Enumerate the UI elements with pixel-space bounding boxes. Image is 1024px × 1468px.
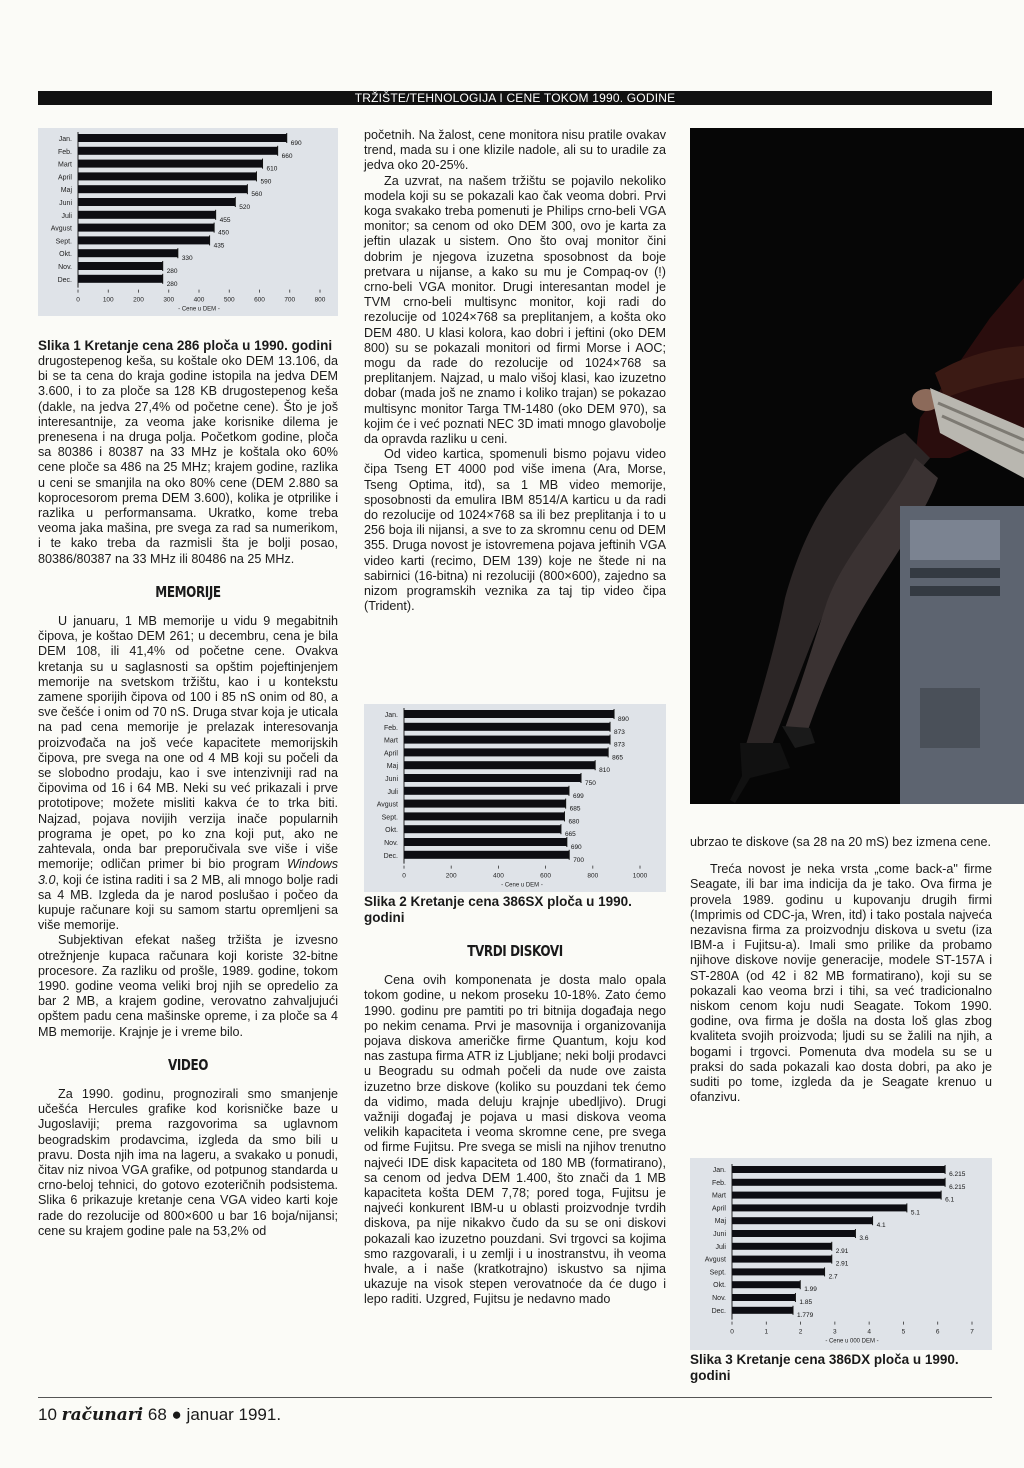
value-label: 6.215 xyxy=(949,1171,966,1178)
tick-label: 200 xyxy=(445,872,457,880)
value-label: 520 xyxy=(239,204,251,211)
category-label: Juli xyxy=(61,212,72,220)
category-label: Feb. xyxy=(383,724,398,732)
heading-video: VIDEO xyxy=(167,1055,209,1074)
text: U januaru, 1 MB memorije u vidu 9 megabitnih čipova, je koštao DEM 261; u decembru, cena je bila DEM 108, ili 41,4% od početne cene. Ovakva kretanja su u saglasnosti sa opštim pojeftinjenjem memorije na svetskom tržištu, kao i u kontekstu zamene sporijih čipova od 100 i 85 nS onim od 80, a sve češće i onim od 70 nS. Druga stvar koja je uticala na pad cena memorije je prelazak interesovanja proizvođača na još veće kapacitete memorijskih čipova, pre svega na one od 4 MB koji su počeli da se slobodno prodaju, kao i sve intenzivniji rad na čipovima od 16 i 64 MB. Neki su već prikazali i prve prototipove; možete misliti kakva će to trka biti. Najzad, pojava novijih verzija inače popularnih programa je opet, po ko zna koji put, ako ne zahtevala, onda bar preporučivala sve više i više memorije; odličan primer bi bio program xyxy=(38,614,338,872)
paragraph: Za uzvrat, na našem tržištu se pojavilo nekoliko modela koji su se pokazali kao čak veoma dobri. Prvi koga svakako treba pomenuti je Philips crno-beli VGA monitor; sa cenom od oko DEM 300, ovo je karta za jeftin ulazak u sistem. Ono što ovaj monitor čini dobrim je njegova izuzetna sposobnost da boje pretvara u nijanse, a kako su mu je Compaq-ov (!) crno-beli VGA monitor. Drugi interesantan model je TVM crno-beli multisync monitor, koji radi do rezolucije od 1024×768 sa preplitanjem, a košta oko DEM 480. U klasi kolora, kao dobri i jeftini (oko DEM 800) su se pokazali monitori od firmi Morse i AOC; mogu da rade do rezolucije od 1024×768 sa preplitanjem. Najzad, u malo višoj klasi, kao izuzetno dobar (mada još ne znamo i koliko trajan) se pokazao multisync monitor Targa TM-1480 (oko DEM 970), sa kojim će i već poznati NEC 3D imati mnogo glavobolje da opravda razliku u ceni. xyxy=(364,173,666,447)
tick-label: 800 xyxy=(314,296,326,304)
bar xyxy=(732,1268,825,1275)
x-axis-label: - Cene u DEM - xyxy=(501,882,543,889)
bar xyxy=(404,774,581,782)
chart-386sx-prices xyxy=(364,704,666,892)
bar xyxy=(78,249,178,257)
photo-woman-with-computer xyxy=(690,128,1024,804)
category-label: Juli xyxy=(387,788,398,796)
category-label: Maj xyxy=(60,187,72,195)
value-label: 750 xyxy=(585,780,596,787)
bar xyxy=(78,160,263,168)
bar xyxy=(404,825,561,833)
heading-memorije: MEMORIJE xyxy=(155,582,221,601)
bar xyxy=(732,1166,945,1173)
page-number: 10 xyxy=(38,1405,57,1424)
value-label: 690 xyxy=(290,140,302,147)
chart-386dx-prices xyxy=(690,1158,992,1350)
value-label: 1.85 xyxy=(799,1299,813,1306)
category-label: Juni xyxy=(385,776,398,783)
heading-tvrdi-diskovi: TVRDI DISKOVI xyxy=(467,942,563,960)
chart-286-prices xyxy=(38,128,338,316)
figure-caption-2: Slika 2 Kretanje cena 386SX ploča u 1990. godini xyxy=(364,894,632,925)
bar xyxy=(404,736,610,744)
value-label: 6.1 xyxy=(945,1196,955,1204)
tick-label: 6 xyxy=(935,1328,940,1336)
value-label: 330 xyxy=(181,255,193,263)
tick-label: 600 xyxy=(540,872,552,880)
category-label: Okt. xyxy=(385,827,398,835)
category-label: Sept. xyxy=(381,814,398,822)
column-2-lower xyxy=(364,894,666,1308)
tick-label: 2 xyxy=(798,1328,803,1336)
bullet: ● xyxy=(171,1405,182,1424)
category-label: Mart xyxy=(712,1192,726,1200)
category-label: Okt. xyxy=(59,251,72,259)
value-label: 435 xyxy=(213,242,225,250)
page-footer xyxy=(38,1405,281,1425)
category-label: Maj xyxy=(714,1218,726,1226)
column-3-caption xyxy=(690,1352,992,1384)
category-label: Feb. xyxy=(711,1179,726,1187)
category-label: April xyxy=(57,174,72,182)
magazine-brand: računari xyxy=(61,1405,144,1425)
tick-label: 5 xyxy=(901,1328,906,1336)
value-label: 3.6 xyxy=(859,1235,869,1242)
tick-label: 500 xyxy=(223,296,235,304)
program-name: Windows 3.0 xyxy=(38,857,339,887)
tick-label: 0 xyxy=(76,296,80,304)
category-label: Maj xyxy=(386,763,398,771)
value-label: 660 xyxy=(281,152,293,160)
bar xyxy=(404,800,566,808)
x-axis-label: - Cene u DEM - xyxy=(178,306,220,313)
tick-label: 0 xyxy=(402,872,406,880)
paragraph: drugostepenog keša, su koštale oko DEM 13.106, da bi se ta cena do kraja godine istopila na jedva DEM 3.600, i to za ploče sa 128 KB drugostepenog keša (dakle, na jedva 27,4% od početne cene). Što je još interesantnije, za veoma jake korisnike dilema je prenesena i na druga polja. Početkom godine, ploča sa 80386 i 80387 na 33 MHz je koštala oko 60% cene ploče sa 486 na 25 MHz; krajem godine, razlika u ceni se smanjila na oko 80% cene (DEM 2.880 sa koprocesorom prema DEM 3.600), kolika je otprilike i razlika u performansama. Ukratko, kome treba veoma jaka mašina, pre svega za rad sa numerikom, i te kako treba da razmisli šta je bolji posao, 80386/80387 na 33 MHz ili 80486 na 25 MHz. xyxy=(38,354,338,566)
category-label: Jan. xyxy=(712,1167,726,1174)
tick-label: 100 xyxy=(102,296,114,304)
tick-label: 0 xyxy=(730,1328,734,1336)
category-label: Mart xyxy=(384,737,398,745)
column-2-upper xyxy=(364,128,666,615)
tick-label: 800 xyxy=(587,872,599,880)
x-axis-label: - Cene u 000 DEM - xyxy=(825,1338,879,1345)
value-label: 873 xyxy=(614,741,625,749)
paragraph: Treća novost je neka vrsta „come back-a" firme Seagate, ili bar ima indicija da je tako. Ova firma je provela 1989. godinu u kupovanju drugih firmi (Imprimis od CDC-ja, Wren, itd) i tako postala najveća nezavisna firma za proizvodnju diskova u svetu (iza IBM-a i Fujitsu-a). Imali smo prilike da probamo njihove diskove novije generacije, modele ST-157A i ST-280A (od 42 i 82 MB formatirano), koji su se pokazali kao veoma brzi i tihi, sa već tradicionalno niskom cenom koju nudi Seagate. Tokom 1990. godine, ova firma je došla na dosta loš glas zbog kvaliteta svojih proizvoda; ljudi su se žalili na njih, a bogami i trgovci. Pomenuta dva modela su se u praksi do sada pokazali kao dosta dobri, pa ako je suditi po tome, izgleda da je Seagate krenuo u ofanzivu. xyxy=(690,862,992,1105)
category-label: Avgust xyxy=(50,225,72,233)
bar xyxy=(732,1230,855,1237)
photo-illustration xyxy=(690,128,1024,804)
bar xyxy=(78,134,287,142)
value-label: 560 xyxy=(251,191,263,199)
bar xyxy=(732,1192,941,1199)
value-label: 590 xyxy=(260,178,272,186)
paragraph: Subjektivan efekat našeg tržišta je izvesno otrežnjenje kupaca računara koji koriste 32-bitne procesore. Za razliku od prošle, 1989. godine, tokom 1990. godine veoma veliki broj njih se opredelio za bar 2 MB, a krajem godine, verovatno zahvaljujući opštem padu cena mašinske opreme, i za ploče sa 4 MB memorije. Krajnje je i vreme bilo. xyxy=(38,933,338,1039)
category-label: Avgust xyxy=(376,801,398,809)
bar xyxy=(404,787,569,795)
category-label: Jan. xyxy=(384,712,398,719)
bar xyxy=(78,262,163,270)
chart-286-svg xyxy=(38,128,338,316)
bar xyxy=(404,710,614,718)
value-label: 5.1 xyxy=(910,1209,920,1217)
bar xyxy=(732,1307,793,1314)
tick-label: 600 xyxy=(254,296,265,304)
category-label: Dec. xyxy=(383,852,398,860)
value-label: 665 xyxy=(564,831,576,839)
column-3 xyxy=(690,835,992,1105)
value-label: 2.91 xyxy=(835,1260,849,1268)
category-label: Juli xyxy=(715,1243,726,1251)
category-label: April xyxy=(383,750,398,758)
value-label: 865 xyxy=(612,754,623,762)
bar xyxy=(404,838,567,846)
bar xyxy=(78,224,214,232)
section-header-bar: TRŽIŠTE/TEHNOLOGIJA I CENE TOKOM 1990. GODINE xyxy=(38,91,992,105)
category-label: Dec. xyxy=(57,276,72,284)
paragraph: Od video kartica, spomenuli bismo pojavu video čipa Tseng ET 4000 pod više imena (Ara, Morse, Tseng Optima, itd), sa 1 MB video memorije, sposobnosti da emulira IBM 8514/A karticu u da radi do rezolucije od 1024×768 sa ili bez preplitanja i to u 256 boja ili nijansi, a sve to za skromnu cenu od DEM 355. Druga novost je istovremena pojava jeftinih VGA video karti (recimo, DEM 139) koje ne štede ni na sabirnici (16-bitna) ni rezoluciji (800×600), zajedno sa nizom programskih veznika za taj tip video čipa (Trident). xyxy=(364,447,666,614)
tick-label: 300 xyxy=(163,296,175,304)
tick-label: 700 xyxy=(284,296,296,304)
bar xyxy=(78,172,256,180)
value-label: 680 xyxy=(568,818,580,826)
bar xyxy=(78,275,163,283)
value-label: 610 xyxy=(266,165,278,173)
bar xyxy=(78,185,247,193)
bar xyxy=(78,147,278,155)
figure-caption-1: Slika 1 Kretanje cena 286 ploča u 1990. godini xyxy=(38,338,333,353)
value-label: 685 xyxy=(569,805,581,813)
paragraph xyxy=(38,614,338,933)
value-label: 2.91 xyxy=(835,1247,849,1255)
value-label: 810 xyxy=(599,767,611,775)
category-label: Dec. xyxy=(711,1307,726,1315)
bar xyxy=(732,1179,945,1186)
bar xyxy=(732,1243,832,1250)
tick-label: 3 xyxy=(833,1328,837,1336)
value-label: 2.7 xyxy=(828,1273,838,1281)
tick-label: 200 xyxy=(133,296,144,304)
value-label: 699 xyxy=(572,792,584,800)
text: , koji će istina raditi i sa 2 MB, ali mnogo bolje radi sa 4 MB. Izgleda da je narod poslušao i počeo da kupuje računare koji su samom startu opremljeni sa više memorije. xyxy=(38,872,338,933)
tick-label: 7 xyxy=(970,1328,974,1336)
value-label: 690 xyxy=(570,844,582,851)
bar xyxy=(404,851,569,859)
tick-label: 400 xyxy=(492,872,504,880)
chart-386dx-svg xyxy=(690,1158,992,1350)
value-label: 455 xyxy=(219,216,231,224)
category-label: Nov. xyxy=(712,1295,726,1302)
category-label: Nov. xyxy=(384,840,398,847)
chart-386sx-svg xyxy=(364,704,666,892)
issue-number: 68 xyxy=(147,1405,167,1424)
value-label: 6.215 xyxy=(949,1183,966,1191)
bar xyxy=(404,723,610,731)
category-label: April xyxy=(711,1205,726,1213)
paragraph: početnih. Na žalost, cene monitora nisu pratile ovakav trend, mada su i one klizile nadole, ali su to uradile za jedva oko 20-25%. xyxy=(364,128,666,173)
tick-label: 400 xyxy=(193,296,205,304)
bar xyxy=(404,812,564,820)
category-label: Okt. xyxy=(713,1282,726,1290)
category-label: Sept. xyxy=(55,238,72,246)
bar xyxy=(78,236,210,244)
paragraph: Za 1990. godinu, prognozirali smo smanjenje učešća Hercules grafike kod korisničke baze u Jugoslaviji; prema razgovorima sa uglavnom beogradskim prodavcima, izgleda da smo bili u pravu. Dosta njih ima na lageru, a svakako u ponudi, čitav niz nivoa VGA grafike, od potpunog standarda u crno-beloj tehnici, do gotovo ezoteričnih podsistema. Slika 6 prikazuje kretanje cena VGA video karti koje rade do rezolucije od 800×600 u bar 16 boja/nijansi; cene su krajem godine pale na 53,2% od xyxy=(38,1086,338,1238)
bar xyxy=(732,1281,800,1288)
value-label: 4.1 xyxy=(876,1222,886,1230)
value-label: 700 xyxy=(573,856,585,864)
category-label: Juni xyxy=(59,200,72,207)
bar xyxy=(404,748,608,756)
tick-label: 4 xyxy=(867,1328,871,1336)
category-label: Juni xyxy=(713,1231,726,1238)
category-label: Sept. xyxy=(709,1269,726,1277)
value-label: 280 xyxy=(166,268,178,275)
bar xyxy=(78,198,235,206)
value-label: 873 xyxy=(614,728,625,736)
paragraph: ubrzao te diskove (sa 28 na 20 mS) bez izmena cene. xyxy=(690,835,992,849)
bar xyxy=(732,1294,795,1301)
column-1 xyxy=(38,338,338,1239)
tick-label: 1000 xyxy=(632,872,648,880)
category-label: Jan. xyxy=(58,136,72,143)
footer-rule xyxy=(38,1397,992,1398)
issue-date: januar 1991. xyxy=(186,1405,282,1424)
value-label: 450 xyxy=(218,229,229,237)
paragraph: Cena ovih komponenata je dosta malo opala tokom godine, u nekom proseku 10-18%. Zato ćemo 1990. godinu pre pamtiti po tri bitnija događaja nego po nekim cenama. Prvi je masovnija i organizovanija pojava diskova američke firme Quantum, koju kod nas zastupa firma ATR iz Ljubljane; neki bolji prodavci u Beogradu su odmah počeli da nude ove zaista izuzetno brze diskove (koliko su pouzdani tek ćemo da vidimo, mada deluju krajnje ubedljivo). Drugi važniji događaj je pojava u masi diskova veoma velikih kapaciteta i veoma skromne cene, pre svega od firme Fujitsu. Pre svega se misli na njihov trenutno najveći IDE disk kapaciteta od 180 MB (formatirano), sa cenom od jedva DEM 1.400, što znači da 1 MB kapaciteta košta DEM 7,78; pored toga, Fujitsu je najveći konkurent IBM-u u oblasti proizvodnje tvrdih diskova, pa nije nikakvo čudo da su se oni diskovi pokazali kao izuzetno pouzdani. Svi trgovci sa kojima smo razgovarali, i u zemlji i u inostranstvu, ih veoma hvale, a i naše (kratkotrajno) iskustvo sa njima ukazuje na visok stepen verovatnoće da će dugo i lepo raditi. Uzgred, Fujitsu je nedavno mado xyxy=(364,973,666,1307)
bar xyxy=(404,761,595,769)
category-label: Mart xyxy=(58,161,72,169)
bar xyxy=(78,211,216,219)
category-label: Nov. xyxy=(58,264,72,271)
bar xyxy=(732,1256,832,1263)
value-label: 280 xyxy=(166,280,178,288)
figure-caption-3: Slika 3 Kretanje cena 386DX ploča u 1990. godini xyxy=(690,1352,959,1383)
category-label: Avgust xyxy=(704,1256,726,1264)
category-label: Feb. xyxy=(57,148,72,156)
bar xyxy=(732,1204,907,1211)
tick-label: 1 xyxy=(764,1328,769,1336)
value-label: 1.779 xyxy=(796,1311,814,1319)
bar xyxy=(732,1217,873,1224)
value-label: 1.99 xyxy=(804,1286,817,1294)
value-label: 890 xyxy=(618,716,629,723)
